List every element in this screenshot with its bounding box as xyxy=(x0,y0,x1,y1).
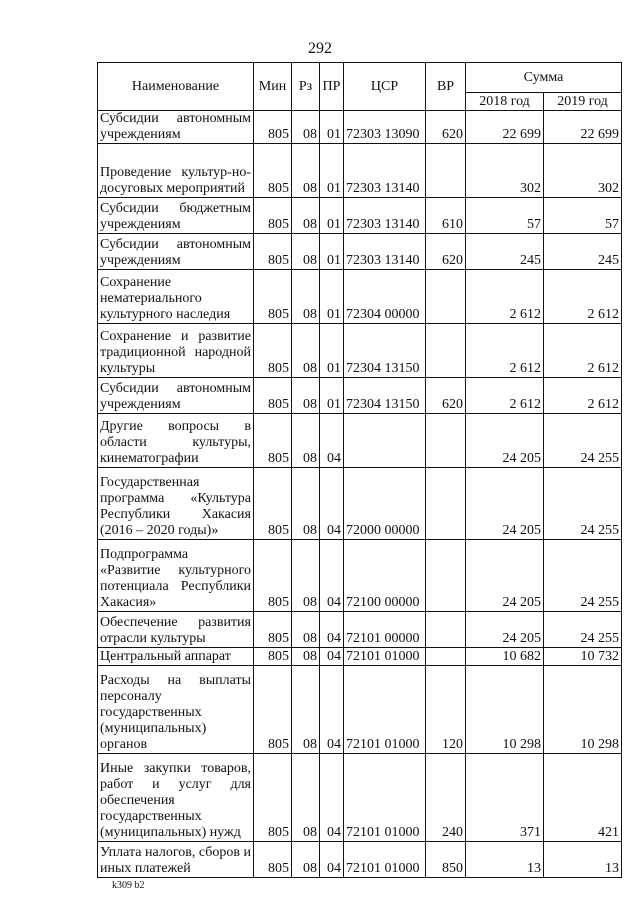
row-csr: 72000 00000 xyxy=(344,468,426,540)
row-min: 805 xyxy=(254,468,292,540)
row-csr: 72100 00000 xyxy=(344,540,426,612)
row-vr: 610 xyxy=(426,198,466,234)
row-amount-2018: 24 205 xyxy=(466,414,544,468)
row-csr: 72101 01000 xyxy=(344,754,426,842)
row-min: 805 xyxy=(254,270,292,324)
row-pr: 01 xyxy=(320,324,344,378)
header-pr: ПР xyxy=(320,63,344,111)
row-pr: 01 xyxy=(320,234,344,270)
row-rz: 08 xyxy=(292,842,320,878)
row-name: Проведение культур-но-досуговых мероприятий xyxy=(98,144,254,198)
row-pr: 01 xyxy=(320,198,344,234)
row-csr: 72101 01000 xyxy=(344,842,426,878)
row-name: Другие вопросы в области культуры, кинематографии xyxy=(98,414,254,468)
row-amount-2018: 57 xyxy=(466,198,544,234)
row-amount-2018: 10 298 xyxy=(466,666,544,754)
row-name: Субсидии автономным учреждениям xyxy=(98,111,254,144)
row-amount-2018: 371 xyxy=(466,754,544,842)
row-rz: 08 xyxy=(292,324,320,378)
row-vr: 620 xyxy=(426,378,466,414)
row-min: 805 xyxy=(254,754,292,842)
row-min: 805 xyxy=(254,324,292,378)
row-pr: 04 xyxy=(320,666,344,754)
row-vr xyxy=(426,324,466,378)
row-vr: 240 xyxy=(426,754,466,842)
row-pr: 04 xyxy=(320,842,344,878)
table-row xyxy=(98,111,622,144)
row-csr: 72101 01000 xyxy=(344,648,426,666)
row-vr xyxy=(426,648,466,666)
row-name: Обеспечение развития отрасли культуры xyxy=(98,612,254,648)
row-amount-2019: 57 xyxy=(544,198,622,234)
row-pr: 01 xyxy=(320,144,344,198)
row-name: Государственная программа «Культура Республики Хакасия (2016 – 2020 годы)» xyxy=(98,468,254,540)
row-min: 805 xyxy=(254,198,292,234)
row-amount-2019: 22 699 xyxy=(544,111,622,144)
row-min: 805 xyxy=(254,234,292,270)
row-csr: 72304 13150 xyxy=(344,378,426,414)
row-amount-2019: 10 732 xyxy=(544,648,622,666)
row-rz: 08 xyxy=(292,414,320,468)
row-amount-2018: 24 205 xyxy=(466,468,544,540)
row-rz: 08 xyxy=(292,468,320,540)
header-name: Наименование xyxy=(98,63,254,111)
row-amount-2019: 24 255 xyxy=(544,540,622,612)
row-min: 805 xyxy=(254,144,292,198)
table-row xyxy=(98,754,622,842)
header-row xyxy=(98,63,622,93)
header-sum: Сумма xyxy=(466,63,622,93)
row-vr: 120 xyxy=(426,666,466,754)
table-row xyxy=(98,270,622,324)
row-rz: 08 xyxy=(292,270,320,324)
row-amount-2018: 2 612 xyxy=(466,324,544,378)
header-rz: Рз xyxy=(292,63,320,111)
row-name: Центральный аппарат xyxy=(98,648,254,666)
table-row xyxy=(98,842,622,878)
row-vr xyxy=(426,144,466,198)
row-pr: 04 xyxy=(320,612,344,648)
row-rz: 08 xyxy=(292,144,320,198)
row-vr: 620 xyxy=(426,234,466,270)
row-pr: 04 xyxy=(320,540,344,612)
row-rz: 08 xyxy=(292,754,320,842)
row-amount-2019: 2 612 xyxy=(544,378,622,414)
row-min: 805 xyxy=(254,842,292,878)
table-body xyxy=(98,111,622,878)
budget-table xyxy=(97,62,622,878)
row-vr: 620 xyxy=(426,111,466,144)
row-amount-2018: 10 682 xyxy=(466,648,544,666)
row-pr: 04 xyxy=(320,754,344,842)
row-name: Уплата налогов, сборов и иных платежей xyxy=(98,842,254,878)
row-rz: 08 xyxy=(292,198,320,234)
row-amount-2019: 24 255 xyxy=(544,612,622,648)
row-amount-2018: 2 612 xyxy=(466,378,544,414)
row-min: 805 xyxy=(254,378,292,414)
row-min: 805 xyxy=(254,111,292,144)
row-pr: 01 xyxy=(320,111,344,144)
row-amount-2018: 302 xyxy=(466,144,544,198)
row-name: Субсидии бюджетным учреждениям xyxy=(98,198,254,234)
table-row xyxy=(98,198,622,234)
row-pr: 04 xyxy=(320,414,344,468)
row-amount-2018: 13 xyxy=(466,842,544,878)
footer-code: k309 b2 xyxy=(112,880,145,891)
row-csr xyxy=(344,414,426,468)
row-amount-2019: 302 xyxy=(544,144,622,198)
row-amount-2019: 24 255 xyxy=(544,468,622,540)
row-csr: 72303 13140 xyxy=(344,234,426,270)
row-min: 805 xyxy=(254,648,292,666)
row-amount-2019: 421 xyxy=(544,754,622,842)
row-min: 805 xyxy=(254,414,292,468)
table-row xyxy=(98,666,622,754)
row-pr: 01 xyxy=(320,378,344,414)
row-csr: 72101 00000 xyxy=(344,612,426,648)
row-vr xyxy=(426,270,466,324)
row-min: 805 xyxy=(254,540,292,612)
row-vr: 850 xyxy=(426,842,466,878)
table-row xyxy=(98,540,622,612)
row-amount-2018: 245 xyxy=(466,234,544,270)
row-rz: 08 xyxy=(292,234,320,270)
row-name: Сохранение нематериального культурного наследия xyxy=(98,270,254,324)
table-row xyxy=(98,234,622,270)
row-rz: 08 xyxy=(292,666,320,754)
row-csr: 72304 00000 xyxy=(344,270,426,324)
row-amount-2019: 13 xyxy=(544,842,622,878)
row-min: 805 xyxy=(254,612,292,648)
row-name: Сохранение и развитие традиционной народной культуры xyxy=(98,324,254,378)
row-amount-2018: 24 205 xyxy=(466,612,544,648)
header-year-2019: 2019 год xyxy=(544,93,622,111)
table-row xyxy=(98,468,622,540)
table-row xyxy=(98,378,622,414)
row-amount-2019: 2 612 xyxy=(544,324,622,378)
header-vr: ВР xyxy=(426,63,466,111)
table-row xyxy=(98,144,622,198)
table-row xyxy=(98,324,622,378)
row-vr xyxy=(426,414,466,468)
row-amount-2018: 22 699 xyxy=(466,111,544,144)
row-pr: 04 xyxy=(320,468,344,540)
header-csr: ЦСР xyxy=(344,63,426,111)
header-min: Мин xyxy=(254,63,292,111)
row-name: Подпрограмма «Развитие культурного потенциала Республики Хакасия» xyxy=(98,540,254,612)
row-csr: 72101 01000 xyxy=(344,666,426,754)
row-name: Субсидии автономным учреждениям xyxy=(98,234,254,270)
header-year-2018: 2018 год xyxy=(466,93,544,111)
row-amount-2019: 245 xyxy=(544,234,622,270)
table-row xyxy=(98,414,622,468)
row-rz: 08 xyxy=(292,612,320,648)
row-vr xyxy=(426,468,466,540)
row-csr: 72303 13140 xyxy=(344,144,426,198)
row-name: Иные закупки товаров, работ и услуг для обеспечения государственных (муниципальных) нужд xyxy=(98,754,254,842)
row-min: 805 xyxy=(254,666,292,754)
row-amount-2018: 24 205 xyxy=(466,540,544,612)
row-csr: 72304 13150 xyxy=(344,324,426,378)
row-rz: 08 xyxy=(292,648,320,666)
row-rz: 08 xyxy=(292,111,320,144)
row-rz: 08 xyxy=(292,378,320,414)
row-rz: 08 xyxy=(292,540,320,612)
table-row xyxy=(98,612,622,648)
row-vr xyxy=(426,540,466,612)
row-name: Расходы на выплаты персоналу государственных (муниципальных) органов xyxy=(98,666,254,754)
row-csr: 72303 13090 xyxy=(344,111,426,144)
row-amount-2019: 24 255 xyxy=(544,414,622,468)
table-row xyxy=(98,648,622,666)
row-name: Субсидии автономным учреждениям xyxy=(98,378,254,414)
row-vr xyxy=(426,612,466,648)
row-amount-2018: 2 612 xyxy=(466,270,544,324)
row-pr: 01 xyxy=(320,270,344,324)
row-amount-2019: 10 298 xyxy=(544,666,622,754)
row-csr: 72303 13140 xyxy=(344,198,426,234)
row-pr: 04 xyxy=(320,648,344,666)
page-number: 292 xyxy=(308,40,332,57)
row-amount-2019: 2 612 xyxy=(544,270,622,324)
